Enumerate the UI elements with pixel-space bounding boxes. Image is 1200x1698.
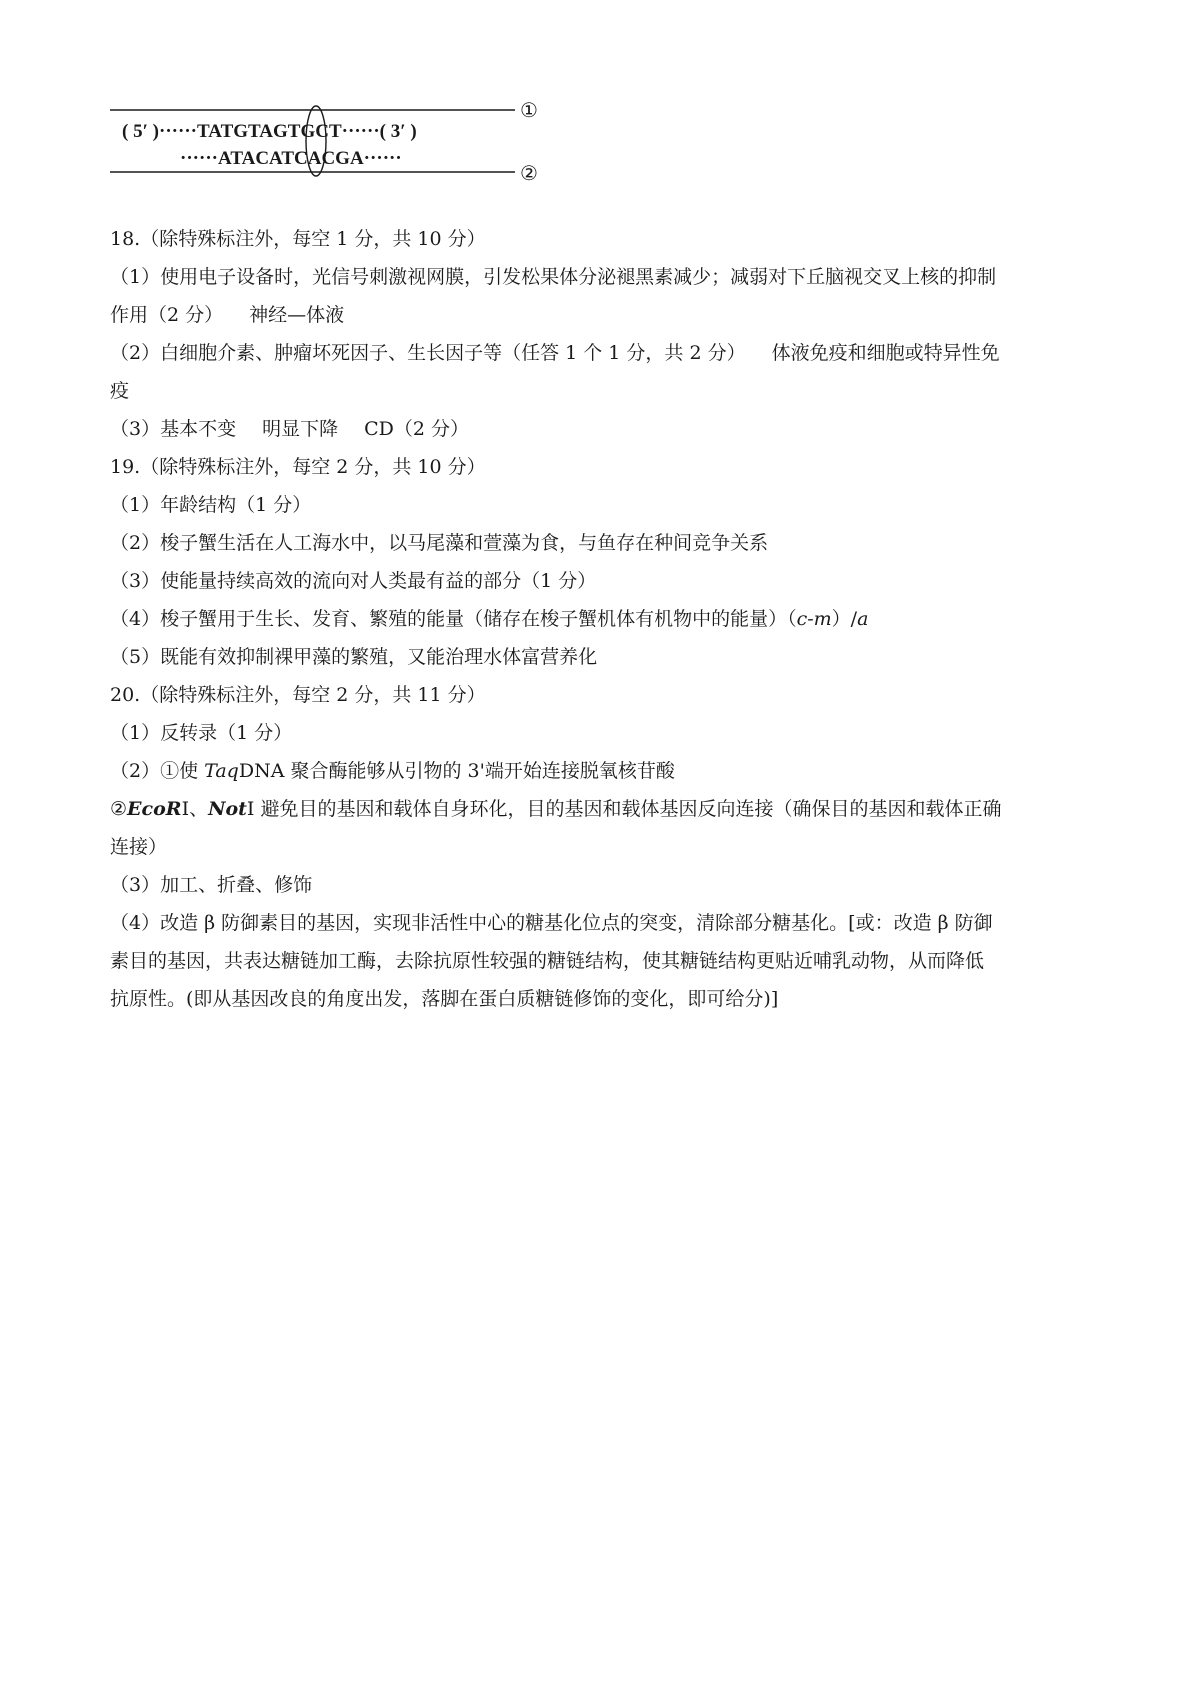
q20-part3: （3）加工、折叠、修饰 [110, 874, 313, 896]
q18-part2-line2: 疫 [110, 380, 130, 402]
q20-part2 [110, 752, 1105, 790]
q19-part4-formula-sep: ）/ [831, 608, 858, 630]
q19-part3: （3）使能量持续高效的流向对人类最有益的部分（1 分） [110, 570, 597, 592]
q20-part2b-line1 [110, 790, 1105, 828]
q18-part3-answer3: CD（2 分） [364, 418, 470, 440]
q20-part4-line2: 素目的基因，共表达糖链加工酶，去除抗原性较强的糖链结构，使其糖链结构更贴近哺乳动物，从而降低 [110, 950, 985, 972]
q19-part4 [110, 600, 1105, 638]
q20-part2-prefix: （2）①使 [110, 760, 205, 782]
q19-part4-text: （4）梭子蟹用于生长、发育、繁殖的能量（储存在梭子蟹机体有机物中的能量）（ [110, 608, 797, 630]
q19-part2: （2）梭子蟹生活在人工海水中，以马尾藻和萱藻为食，与鱼存在种间竞争关系 [110, 532, 769, 554]
q20-part2-taq: Taq [204, 760, 239, 782]
q20-part4-line3: 抗原性。(即从基因改良的角度出发，落脚在蛋白质糖链修饰的变化，即可给分)] [110, 988, 779, 1010]
strand-2-sequence: ······ATACATCACGA······ [180, 148, 402, 169]
q19-part4-formula-denominator: a [857, 608, 869, 630]
q19-part4-formula-numerator: c-m [796, 608, 832, 630]
q20-part2b-marker: ② [110, 798, 128, 820]
dna-diagram [110, 100, 610, 200]
q20-part2b-text: I 避免目的基因和载体自身环化，目的基因和载体基因反向连接（确保目的基因和载体正确 [246, 798, 1002, 820]
q20-part4-line1: （4）改造 β 防御素目的基因，实现非活性中心的糖基化位点的突变，清除部分糖基化。[或：改造 β 防御 [110, 912, 993, 934]
q19-part1: （1）年龄结构（1 分） [110, 494, 312, 516]
q18-part3 [110, 410, 1105, 448]
q19-part5: （5）既能有效抑制裸甲藻的繁殖，又能治理水体富营养化 [110, 646, 598, 668]
q18-heading: 18.（除特殊标注外，每空 1 分，共 10 分） [110, 228, 486, 250]
q20-enzyme-not: Not [208, 798, 247, 820]
q20-part1: （1）反转录（1 分） [110, 722, 293, 744]
q20-part2-text: DNA 聚合酶能够从引物的 3'端开始连接脱氧核苷酸 [238, 760, 675, 782]
strand-1-sequence: ( 5′ )······TATGTAGTGCT······( 3′ ) [122, 121, 417, 142]
strand-label-1: ① [520, 100, 538, 122]
strand-label-2: ② [520, 161, 538, 185]
q18-part2-line1 [110, 334, 1105, 372]
q20-enzyme-ecor: EcoR [127, 798, 182, 820]
answer-content [110, 220, 1105, 1018]
q18-part3-answer2: 明显下降 [262, 418, 339, 440]
q19-heading: 19.（除特殊标注外，每空 2 分，共 10 分） [110, 456, 486, 478]
q18-part2-answer1: （2）白细胞介素、肿瘤坏死因子、生长因子等（任答 1 个 1 分，共 2 分） [110, 342, 746, 364]
q20-enzyme-ecor-suffix: Ⅰ、 [181, 798, 209, 820]
q18-part2-answer2: 体液免疫和细胞或特异性免 [771, 342, 1000, 364]
q20-heading: 20.（除特殊标注外，每空 2 分，共 11 分） [110, 684, 486, 706]
q20-part2b-line2: 连接） [110, 836, 168, 858]
dna-sequence-figure [110, 100, 610, 200]
q18-part1-line1: （1）使用电子设备时，光信号刺激视网膜，引发松果体分泌褪黑素减少；减弱对下丘脑视交叉上核的抑制 [110, 266, 997, 288]
q18-part1-score: 作用（2 分） [110, 304, 224, 326]
q18-part1-line2 [110, 296, 1105, 334]
q18-part1-answer2: 神经—体液 [249, 304, 345, 326]
q18-part3-answer1: （3）基本不变 [110, 418, 237, 440]
